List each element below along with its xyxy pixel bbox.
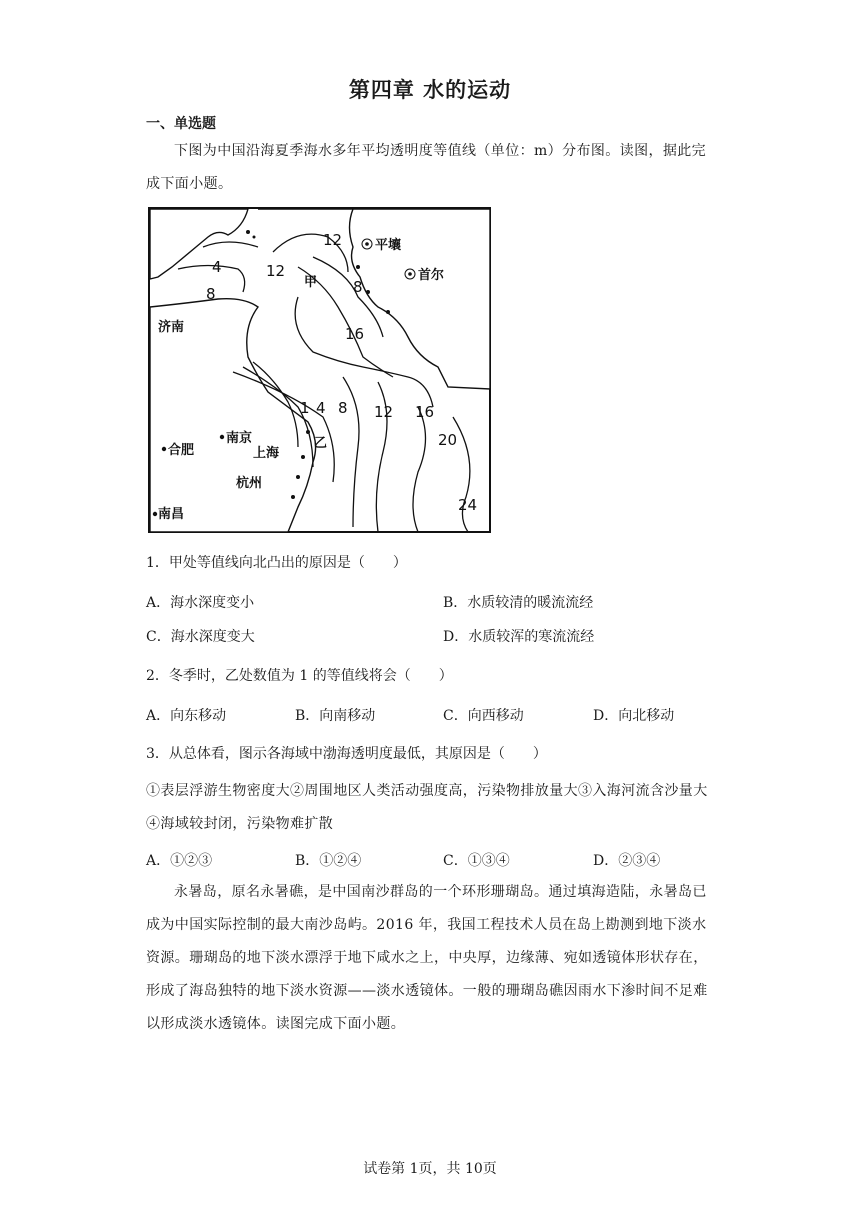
city-label: 南京: [226, 431, 253, 446]
q2-option-b[interactable]: B．向南移动: [295, 708, 376, 724]
q3-option-a[interactable]: A．①②③: [146, 853, 213, 869]
question-3-stem: 3．从总体看，图示各海域中渤海透明度最低，其原因是（ ）: [146, 746, 547, 762]
contour-label: 12: [374, 403, 394, 421]
contour-label: 12: [266, 262, 286, 280]
contour-label: 12: [323, 231, 343, 249]
page-footer: 试卷第 1页，共 10页: [363, 1161, 497, 1177]
place-label-yi: 乙: [314, 436, 328, 451]
city-label: 济南: [158, 320, 185, 335]
contour-label: 8: [206, 285, 216, 303]
contour-label: 24: [458, 496, 478, 514]
contour-label: 8: [338, 399, 348, 417]
city-label: 杭州: [236, 476, 263, 491]
q3-option-c[interactable]: C．①③④: [443, 853, 510, 869]
city-label: 首尔: [418, 268, 445, 283]
intro-paragraph-2: 永暑岛，原名永暑礁，是中国南沙群岛的一个环形珊瑚岛。通过填海造陆，永暑岛已成为中国实际控制的最大南沙岛屿。2016 年，我国工程技术人员在岛上勘测到地下淡水资源。珊瑚岛的地下淡水漂浮于地下咸水之上，中央厚，边缘薄、宛如透镜体形状存在，形成了海岛独特的地下淡水资源——淡水透镜体。一般的珊瑚岛礁因雨水下渗时间不足难以形成淡水透镜体。读图完成下面小题。: [146, 884, 708, 1032]
contour-label: 8: [353, 278, 363, 296]
q2-option-c[interactable]: C．向西移动: [443, 708, 524, 724]
city-label: 合肥: [168, 443, 195, 458]
q2-option-a[interactable]: A．向东移动: [146, 708, 227, 724]
contour-label: 20: [438, 431, 458, 449]
q3-option-b[interactable]: B．①②④: [295, 853, 362, 869]
contour-label: 1: [300, 399, 310, 417]
city-label: 平壤: [375, 238, 402, 253]
q3-option-d[interactable]: D．②③④: [593, 853, 661, 869]
question-2-stem: 2．冬季时，乙处数值为 1 的等值线将会（ ）: [146, 668, 453, 684]
page-title: 第四章 水的运动: [348, 78, 512, 102]
contour-label: 4: [212, 258, 222, 276]
q2-option-d[interactable]: D．向北移动: [593, 708, 675, 724]
intro-paragraph-1: 下图为中国沿海夏季海水多年平均透明度等值线（单位：m）分布图。读图，据此完成下面小题。: [146, 143, 707, 192]
city-label: 上海: [253, 446, 280, 461]
contour-label: 4: [316, 399, 326, 417]
question-1-stem: 1．甲处等值线向北凸出的原因是（ ）: [146, 555, 407, 571]
transparency-contour-map: [148, 207, 491, 533]
place-label-jia: 甲: [304, 275, 318, 290]
contour-label: 16: [345, 325, 365, 343]
question-3-body: ①表层浮游生物密度大②周围地区人类活动强度高，污染物排放量大③入海河流含沙量大④海域较封闭，污染物难扩散: [146, 783, 708, 832]
q1-option-b[interactable]: B．水质较清的暖流流经: [443, 595, 594, 611]
city-label: 南昌: [158, 507, 185, 522]
section-heading: 一、单选题: [146, 116, 216, 132]
q1-option-d[interactable]: D．水质较浑的寒流流经: [443, 629, 595, 645]
contour-label: 16: [415, 403, 435, 421]
q1-option-c[interactable]: C．海水深度变大: [146, 629, 255, 645]
q1-option-a[interactable]: A．海水深度变小: [146, 595, 255, 611]
